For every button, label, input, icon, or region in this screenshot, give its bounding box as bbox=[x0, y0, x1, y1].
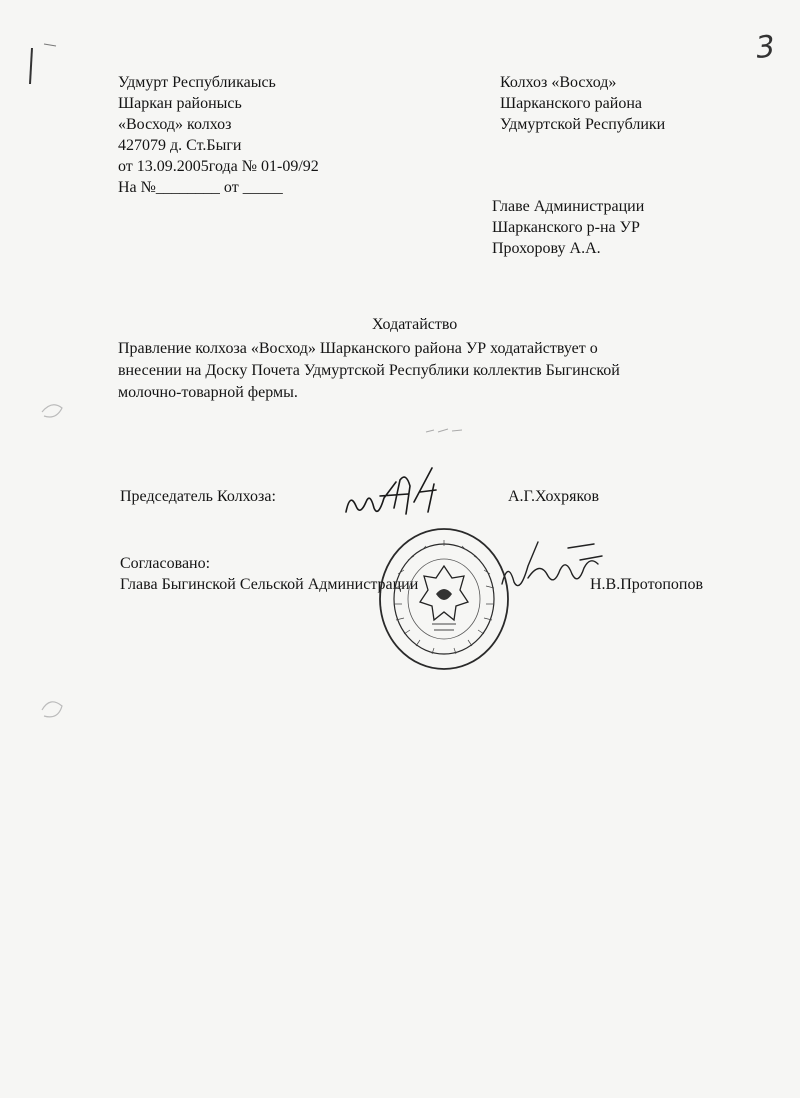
body-line: молочно-товарной фермы. bbox=[118, 384, 298, 401]
faint-mark bbox=[424, 424, 464, 436]
sender-block-russian bbox=[500, 72, 665, 135]
hole-punch-mark-bottom bbox=[38, 694, 68, 724]
addressee-block bbox=[492, 196, 644, 259]
sender-line: Удмурт Республикаысь bbox=[118, 74, 276, 91]
approval-heading: Согласовано: bbox=[120, 555, 211, 572]
sender-block-udmurt bbox=[118, 72, 319, 198]
body-line: внесении на Доску Почета Удмуртской Республики коллектив Быгинской bbox=[118, 362, 620, 379]
sender-ru-line: Удмуртской Республики bbox=[500, 116, 666, 133]
addressee-line: Главе Администрации bbox=[492, 198, 645, 215]
chairman-name: А.Г.Хохряков bbox=[508, 488, 600, 505]
body-line: Правление колхоза «Восход» Шарканского района УР ходатайствует о bbox=[118, 340, 598, 357]
document-title: Ходатайство bbox=[372, 316, 458, 333]
sender-line: «Восход» колхоз bbox=[118, 116, 232, 133]
sender-line: 427079 д. Ст.Быги bbox=[118, 137, 242, 154]
page-number: 3 bbox=[754, 29, 777, 66]
addressee-line: Прохорову А.А. bbox=[492, 240, 601, 257]
document-body bbox=[118, 338, 738, 404]
hole-punch-mark-top bbox=[38, 398, 68, 424]
addressee-line: Шарканского р-на УР bbox=[492, 219, 640, 236]
head-administration-signature bbox=[498, 530, 608, 600]
approval-position: Глава Быгинской Сельской Администрации bbox=[120, 576, 419, 593]
sender-reference: На №________ от _____ bbox=[118, 179, 283, 196]
sender-date-number: от 13.09.2005года № 01-09/92 bbox=[118, 158, 319, 175]
sender-ru-line: Колхоз «Восход» bbox=[500, 74, 617, 91]
approval-name: Н.В.Протопопов bbox=[590, 576, 704, 593]
sender-line: Шаркан районысь bbox=[118, 95, 242, 112]
chairman-signature bbox=[336, 462, 446, 526]
sender-ru-line: Шарканского района bbox=[500, 95, 642, 112]
margin-mark bbox=[26, 40, 66, 90]
chairman-position: Председатель Колхоза: bbox=[120, 488, 276, 505]
official-stamp bbox=[376, 524, 512, 674]
